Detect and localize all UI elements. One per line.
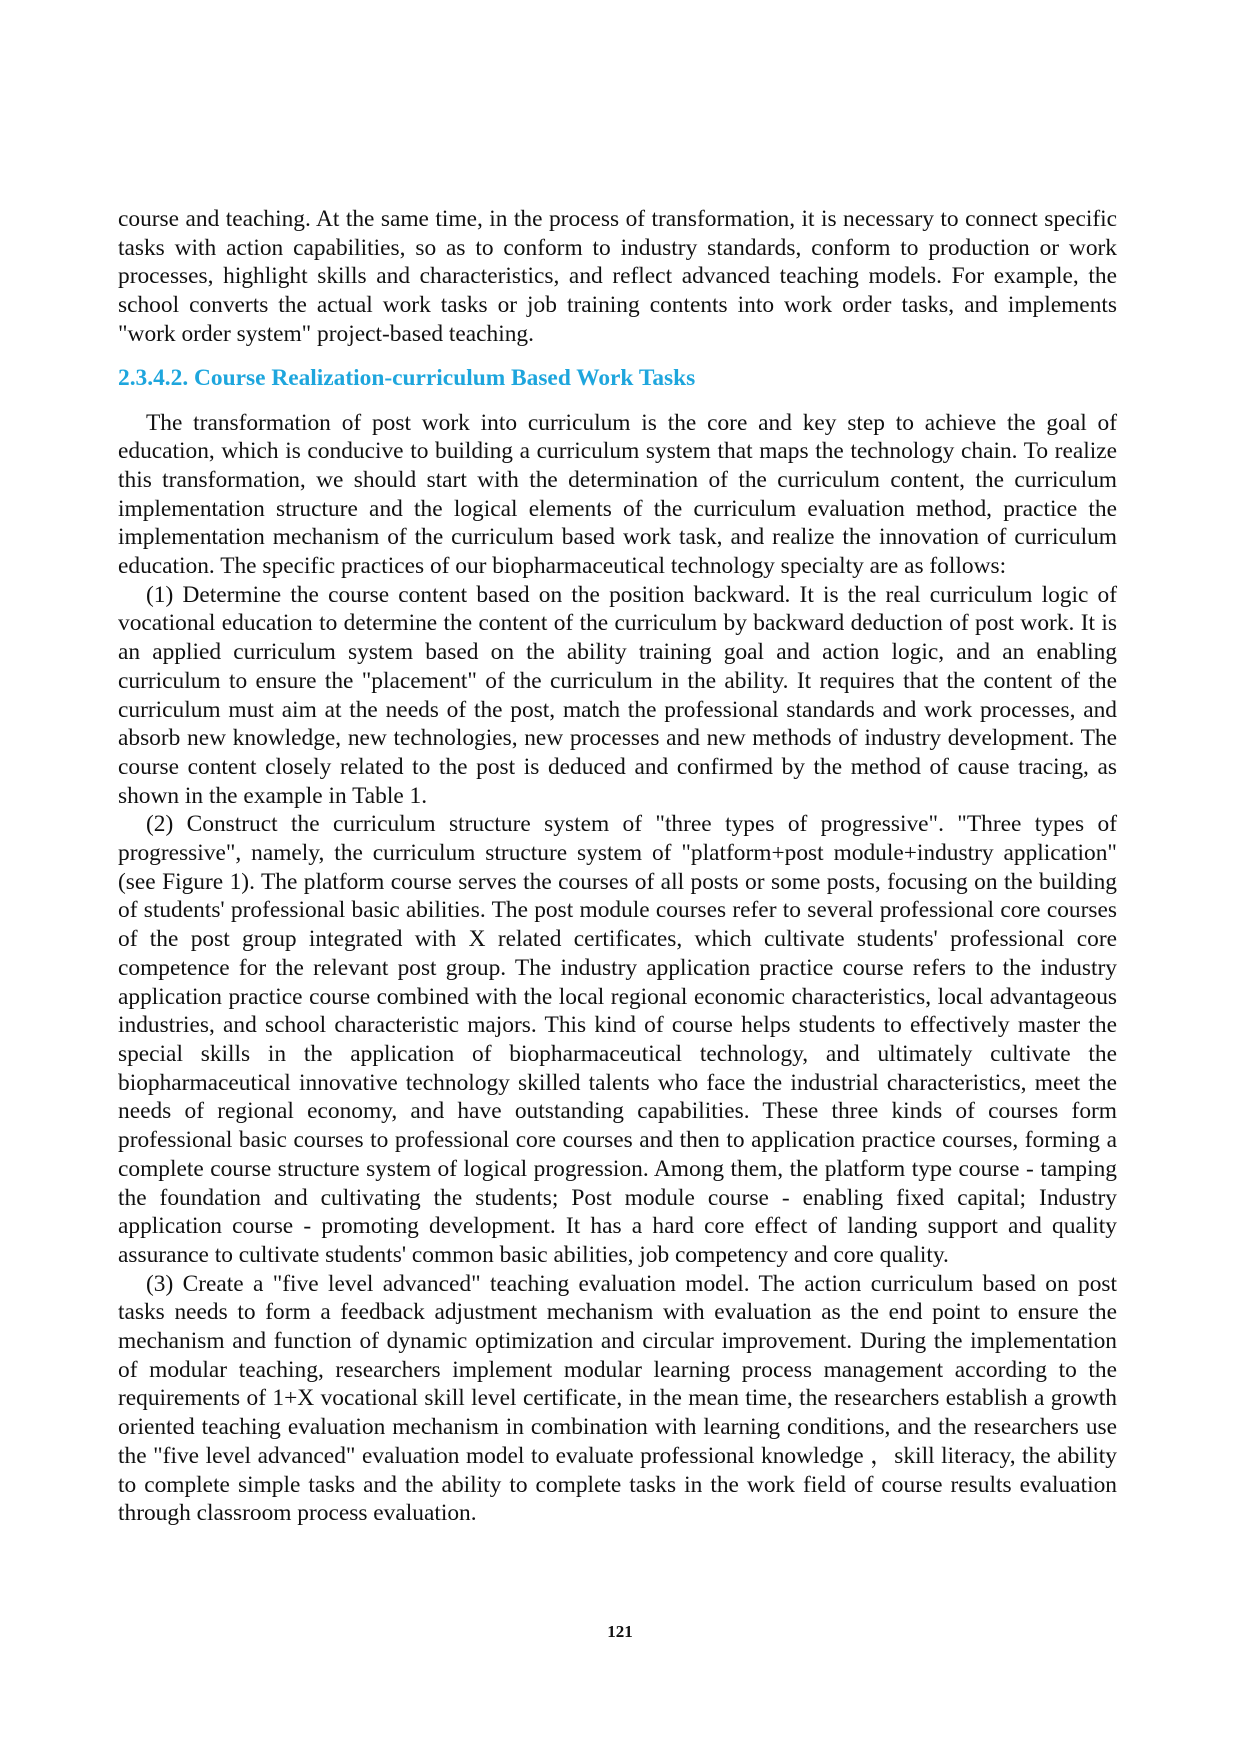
section-heading: 2.3.4.2. Course Realization-curriculum Based Work Tasks [118, 364, 696, 391]
paragraph-overview: The transformation of post work into curriculum is the core and key step to achieve the goal of education, which is conducive to building a curriculum system that maps the technology chain. To realize this transformation, we should start with the determination of the curriculum content, the curriculum implementation structure and the logical elements of the curriculum evaluation method, practice the implementation mechanism of the curriculum based work task, and realize the innovation of curriculum education. The specific practices of our biopharmaceutical technology specialty are as follows: [118, 409, 1117, 580]
paragraph-evaluation-model: (3) Create a "five level advanced" teaching evaluation model. The action curriculum based on post tasks needs to form a feedback adjustment mechanism with evaluation as the end point to ensure the mechanism and function of dynamic optimization and circular improvement. During the implementation of modular teaching, researchers implement modular learning process management according to the requirements of 1+X vocational skill level certificate, in the mean time, the researchers establish a growth oriented teaching evaluation mechanism in combination with learning conditions, and the researchers use the "five level advanced" evaluation model to evaluate professional knowledge ，skill literacy, the ability to complete simple tasks and the ability to complete tasks in the work field of course results evaluation through classroom process evaluation. [118, 1270, 1117, 1527]
page-number: 121 [607, 1622, 633, 1641]
paragraph-curriculum-structure: (2) Construct the curriculum structure system of "three types of progressive". "Three types of progressive", namely, the curriculum structure system of "platform+post module+industry application" (see Figure 1). The platform course serves the courses of all posts or some posts, focusing on the building of students' professional basic abilities. The post module courses refer to several professional core courses of the post group integrated with X related certificates, which cultivate students' professional core competence for the relevant post group. The industry application practice course refers to the industry application practice course combined with the local regional economic characteristics, local advantageous industries, and school characteristic majors. This kind of course helps students to effectively master the special skills in the application of biopharmaceutical technology, and ultimately cultivate the biopharmaceutical innovative technology skilled talents who face the industrial characteristics, meet the needs of regional economy, and have outstanding capabilities. These three kinds of courses form professional basic courses to professional core courses and then to application practice courses, forming a complete course structure system of logical progression. Among them, the platform type course - tamping the foundation and cultivating the students; Post module course - enabling fixed capital; Industry application course - promoting development. It has a hard core effect of landing support and quality assurance to cultivate students' common basic abilities, job competency and core quality. [118, 811, 1117, 1268]
intro-paragraph: course and teaching. At the same time, in the process of transformation, it is necessary to connect specific tasks with action capabilities, so as to conform to industry standards, conform to production or work processes, highlight skills and characteristics, and reflect advanced teaching models. For example, the school converts the actual work tasks or job training contents into work order tasks, and implements "work order system" project-based teaching. [118, 206, 1117, 347]
paragraph-course-content: (1) Determine the course content based on the position backward. It is the real curriculum logic of vocational education to determine the content of the curriculum by backward deduction of post work. It is an applied curriculum system based on the ability training goal and action logic, and an enabling curriculum to ensure the "placement" of the curriculum in the ability. It requires that the content of the curriculum must aim at the needs of the post, match the professional standards and work processes, and absorb new knowledge, new technologies, new processes and new methods of industry development. The course content closely related to the post is deduced and confirmed by the method of cause tracing, as shown in the example in Table 1. [118, 581, 1117, 809]
page-body [118, 205, 1117, 1528]
